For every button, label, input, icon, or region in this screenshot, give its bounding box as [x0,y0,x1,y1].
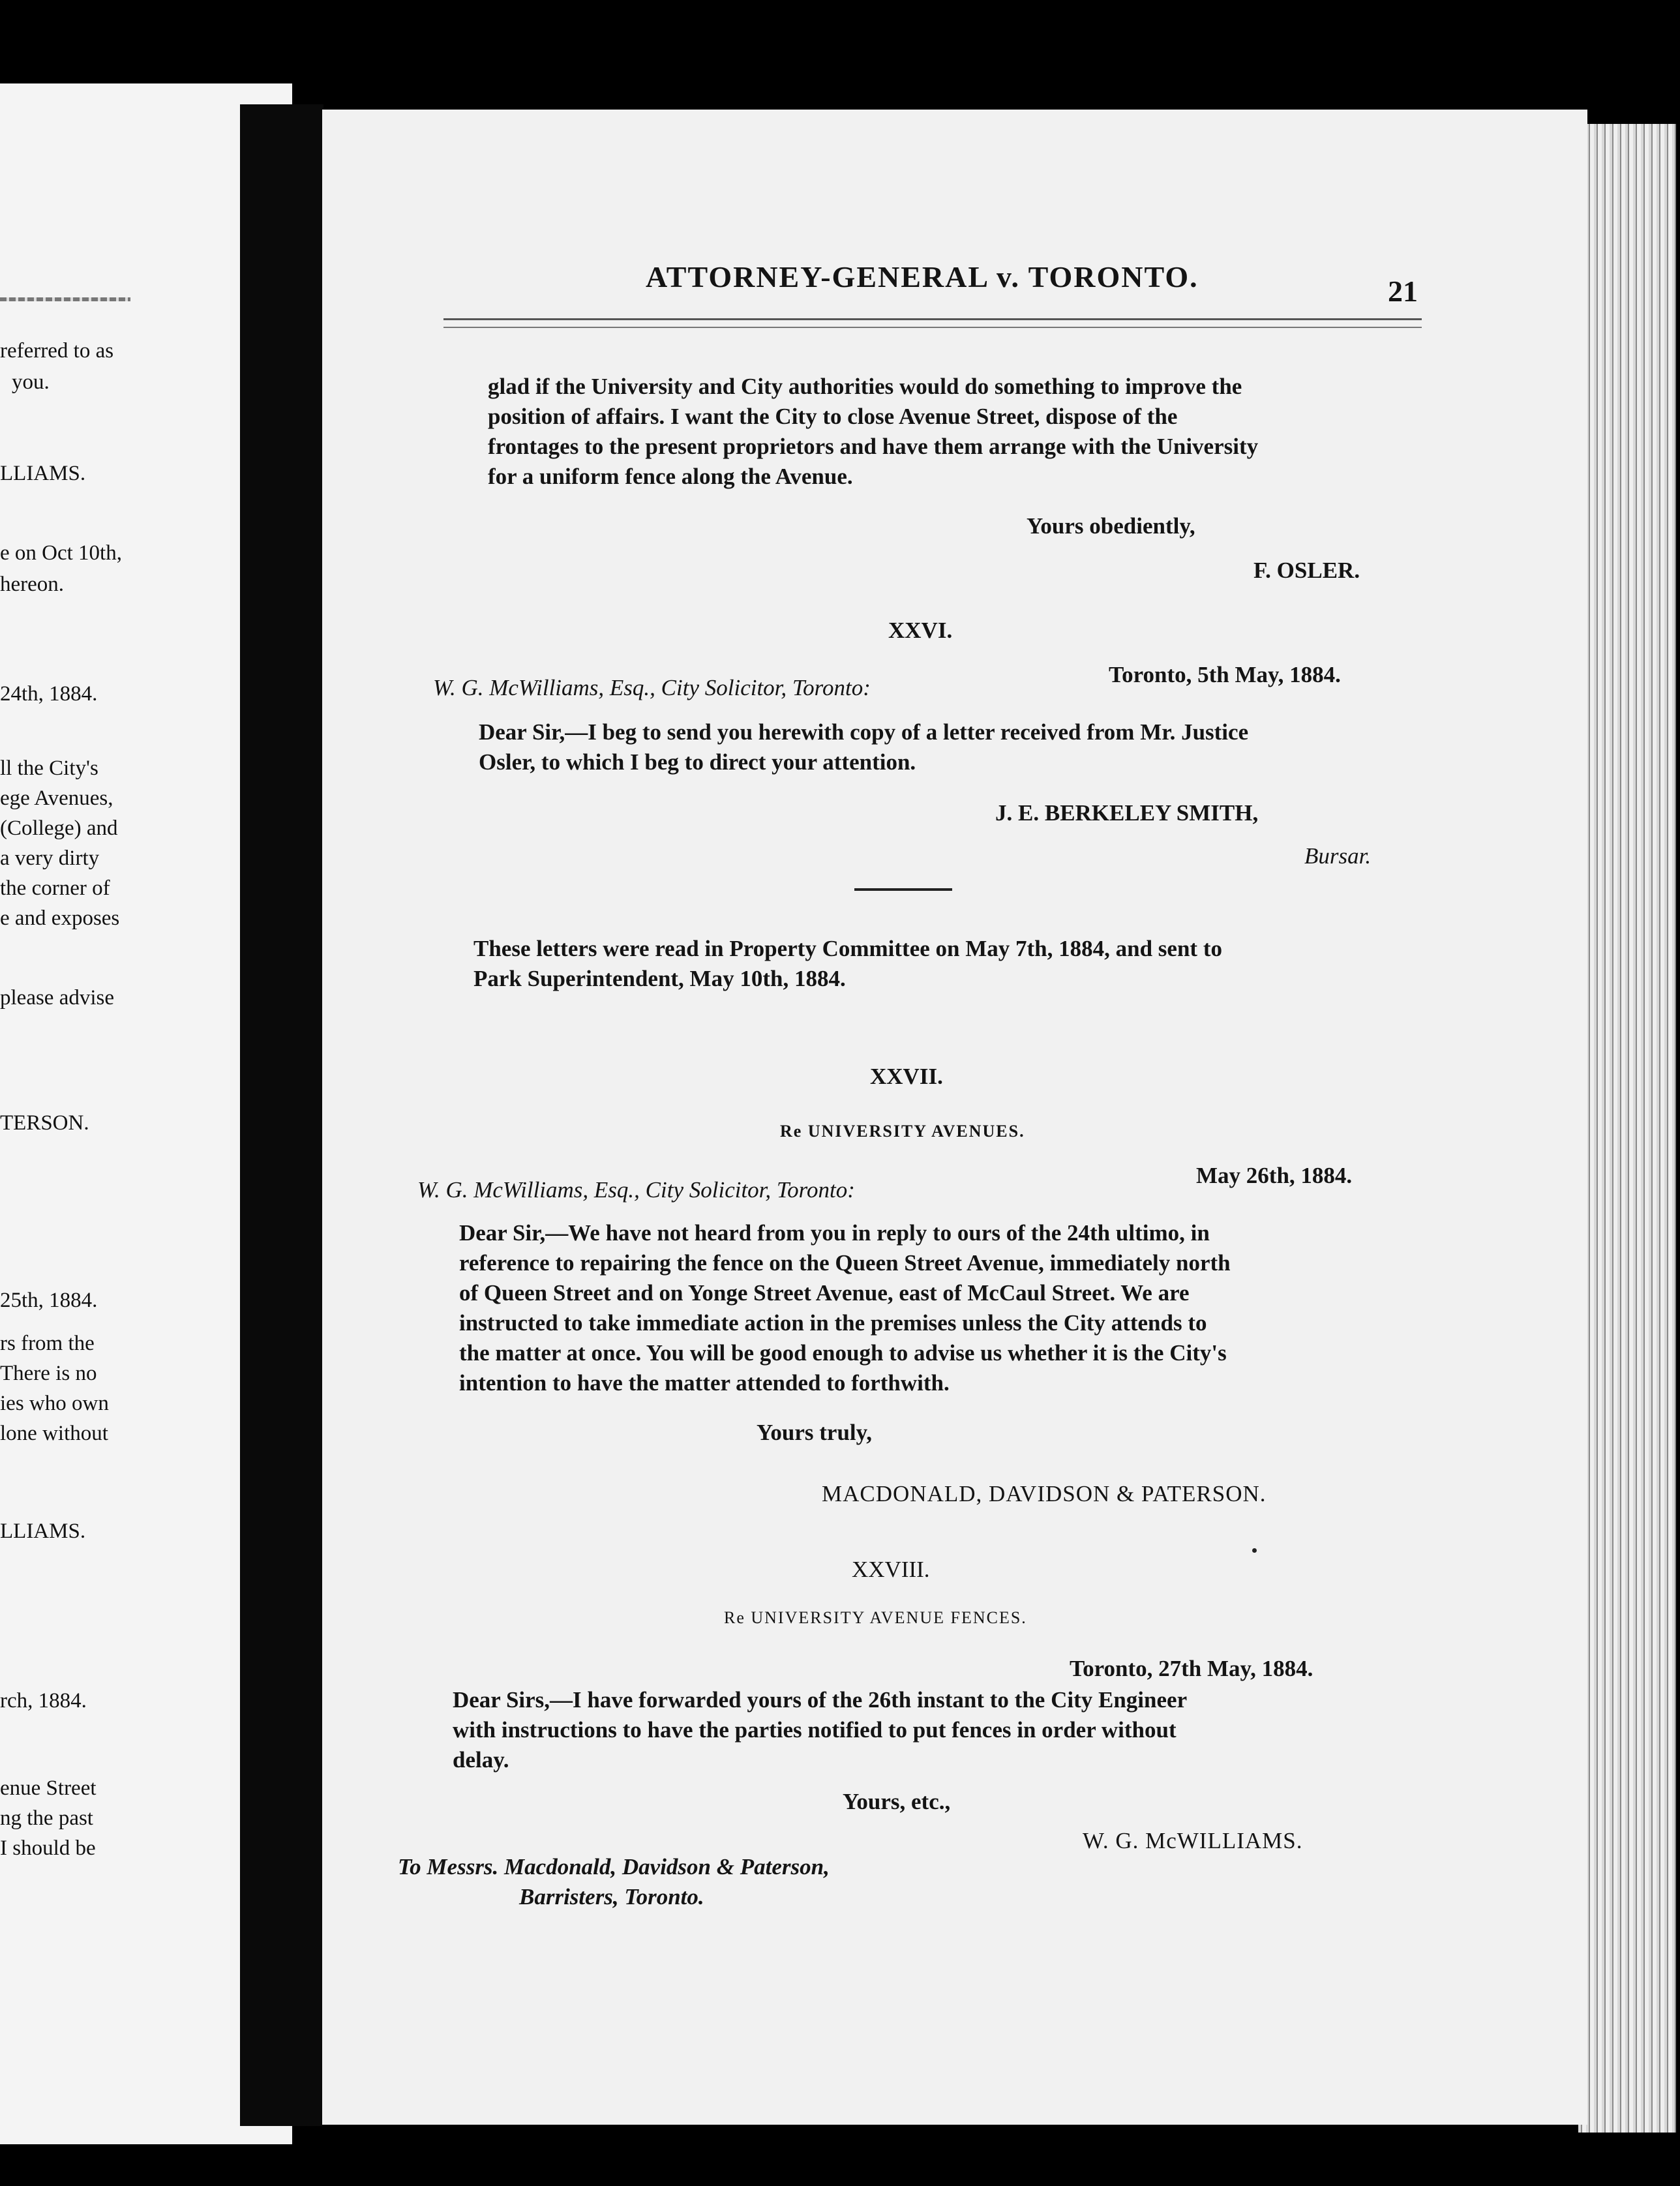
signature: MACDONALD, DAVIDSON & PATERSON. [822,1481,1267,1506]
left-text-line: 24th, 1884. [0,682,98,706]
header-rule-left [0,297,130,301]
left-text-line: referred to as [0,339,114,363]
left-text-line: you. [12,370,50,394]
text-line: for a uniform fence along the Avenue. [488,464,853,489]
left-text-line: a very dirty [0,846,100,870]
text-line: intention to have the matter attended to forthwith. [459,1370,950,1396]
left-text-line: 25th, 1884. [0,1289,98,1312]
left-text-line: LLIAMS. [0,1520,86,1543]
ink-speck [1252,1548,1257,1553]
text-line: Osler, to which I beg to direct your attention. [479,749,916,775]
text-line: with instructions to have the parties notified to put fences in order without [453,1717,1177,1743]
text-line: position of affairs. I want the City to close Avenue Street, dispose of the [488,404,1178,429]
signature: J. E. BERKELEY SMITH, [995,800,1259,826]
dateline: Toronto, 27th May, 1884. [1070,1656,1313,1681]
letter-numeral: XXVI. [888,618,953,643]
left-text-line: I should be [0,1836,96,1860]
left-text-line: TERSON. [0,1111,89,1135]
text-line: of Queen Street and on Yonge Street Avenue, east of McCaul Street. We are [459,1280,1190,1306]
text-line: These letters were read in Property Committee on May 7th, 1884, and sent to [473,936,1222,961]
addressee: W. G. McWilliams, Esq., City Solicitor, Toronto: [433,675,871,700]
subject-line: Re UNIVERSITY AVENUE FENCES. [724,1608,1027,1627]
recipient-line: Barristers, Toronto. [519,1884,704,1909]
left-text-line: There is no [0,1362,97,1385]
left-text-line: e on Oct 10th, [0,541,122,565]
closing: Yours, etc., [843,1789,951,1814]
text-line: glad if the University and City authorities would do something to improve the [488,374,1242,399]
text-line: frontages to the present proprietors and have them arrange with the University [488,434,1259,459]
left-text-line: ies who own [0,1392,109,1415]
dateline: Toronto, 5th May, 1884. [1109,662,1341,687]
running-title: ATTORNEY-GENERAL v. TORONTO. [646,260,1199,293]
closing: Yours truly, [757,1420,872,1445]
recipient-line: To Messrs. Macdonald, Davidson & Paterson, [398,1854,830,1879]
text-line: the matter at once. You will be good enough to advise us whether it is the City's [459,1340,1227,1366]
left-text-line: the corner of [0,876,110,900]
dateline: May 26th, 1884. [1196,1163,1353,1188]
left-text-line: rch, 1884. [0,1689,87,1713]
text-line: Dear Sir,—We have not heard from you in reply to ours of the 24th ultimo, in [459,1220,1210,1246]
text-line: Dear Sirs,—I have forwarded yours of the 26th instant to the City Engineer [453,1687,1188,1713]
letter-numeral: XXVII. [870,1064,943,1089]
left-text-line: ege Avenues, [0,786,113,810]
text-line: delay. [453,1747,509,1773]
text-line: instructed to take immediate action in the premises unless the City attends to [459,1310,1207,1336]
signature: W. G. McWILLIAMS. [1083,1828,1303,1853]
page-edges [1578,124,1676,2133]
section-divider [854,888,952,891]
signatory-title: Bursar. [1304,843,1372,869]
header-rule [443,318,1422,328]
book-gutter [240,104,323,2126]
page-number: 21 [1388,275,1418,308]
left-text-line: (College) and [0,816,118,840]
letter-numeral: XXVIII. [852,1557,930,1582]
left-text-line: LLIAMS. [0,462,86,485]
left-text-line: enue Street [0,1776,97,1800]
left-text-line: e and exposes [0,906,120,930]
left-text-line: lone without [0,1422,108,1445]
left-text-line: please advise [0,986,115,1010]
text-line: Park Superintendent, May 10th, 1884. [473,966,846,991]
text-line: Dear Sir,—I beg to send you herewith copy of a letter received from Mr. Justice [479,719,1249,745]
signature: F. OSLER. [1253,558,1360,583]
subject-line: Re UNIVERSITY AVENUES. [780,1122,1025,1141]
text-line: reference to repairing the fence on the Queen Street Avenue, immediately north [459,1250,1231,1276]
left-text-line: hereon. [0,573,65,596]
left-text-line: rs from the [0,1332,95,1355]
addressee: W. G. McWilliams, Esq., City Solicitor, Toronto: [417,1177,855,1203]
closing: Yours obediently, [1027,513,1195,539]
left-text-line: ll the City's [0,756,98,780]
left-text-line: ng the past [0,1806,93,1830]
